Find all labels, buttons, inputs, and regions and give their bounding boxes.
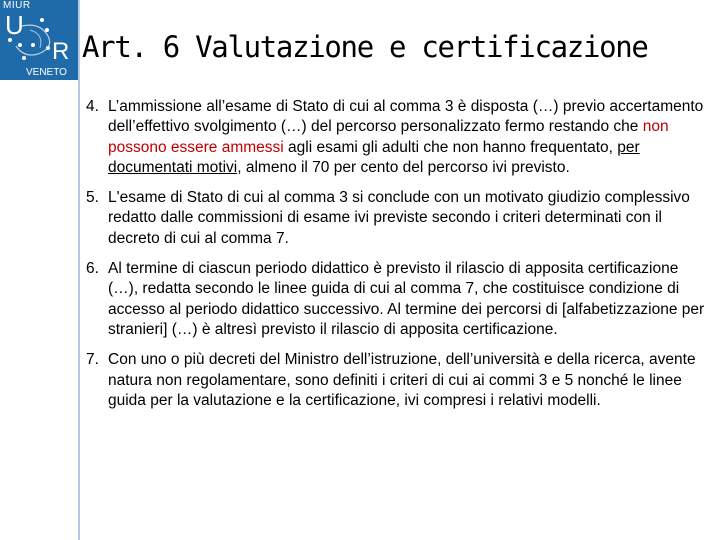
logo-bottom-text: VENETO: [26, 67, 67, 78]
paragraph-5: [86, 188, 712, 249]
logo-top-text: MIUR: [3, 0, 31, 11]
paragraph-7: [86, 350, 712, 411]
slide-title: Art. 6 Valutazione e certificazione: [82, 30, 648, 64]
miur-veneto-logo: [0, 0, 78, 80]
underlined-text: per documentati motivi: [108, 138, 640, 176]
article-paragraph-list: [86, 97, 712, 421]
left-divider-line: [78, 0, 80, 540]
paragraph-6: [86, 259, 712, 340]
paragraph-number: 7.: [86, 351, 99, 369]
paragraph-text: , almeno il 70 per cento del percorso ivi previsto.: [237, 158, 570, 176]
logo-letter-r: R: [52, 38, 70, 65]
paragraph-number: 4.: [86, 98, 99, 115]
paragraph-text: agli esami gli adulti che non hanno frequentato,: [283, 138, 618, 156]
logo-letter-u: U: [5, 10, 24, 40]
highlighted-text: non possono essere ammessi: [108, 118, 669, 156]
paragraph-text: L’ammissione all’esame di Stato di cui al comma 3 è disposta (…) previo accertamento dell’effettivo svolgimento (…) del percorso personalizzato fermo restando che: [108, 98, 704, 136]
paragraph-text: L'esame di Stato di cui al comma 3 si conclude con un motivato giudizio complessivo redatto dalle commissioni di esame ivi previste secondo i criteri determinati con il decreto di cui al comma 7.: [108, 189, 690, 247]
paragraph-text: Al termine di ciascun periodo didattico è previsto il rilascio di apposita certificazione (…), redatta secondo le linee guida di cui al comma 7, che costituisce condizione di accesso al periodo didattico successivo. Al termine dei percorsi di [alfabetizzazione per stranieri] (…) è altresì previsto il rilascio di apposita certificazione.: [108, 260, 705, 338]
paragraph-text: Con uno o più decreti del Ministro dell’istruzione, dell’università e della ricerca, avente natura non regolamentare, sono definiti i criteri di cui ai commi 3 e 5 nonché le linee guida per la valutazione e la certificazione, ivi compresi i relativi modelli.: [108, 351, 696, 409]
paragraph-4: [86, 97, 712, 178]
paragraph-number: 5.: [86, 189, 99, 207]
paragraph-number: 6.: [86, 260, 99, 278]
